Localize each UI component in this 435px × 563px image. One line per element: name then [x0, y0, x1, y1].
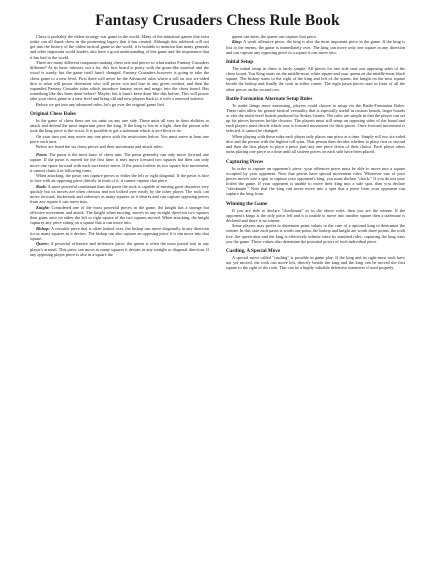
paragraph: In the game of chess there are six units on any one side. These units all vary in their abilities to attack and defend the most important piece the king. If the king is lost in a fight, then the person who took the king piece is the victor. It is possible to get a stalemate which is an effective tie.	[30, 117, 209, 134]
paragraph: Chess is probably the oldest strategy war game in the world. Many of the miniature games that exist today can all thank chess in the pioneering legacy that it has created. Although this rulebook will not get into the history of the oldest tactical game in the world, it is notable to mention that many generals and other important world leaders also have a good understanding of this game and the importance that it has had in the world.	[30, 34, 209, 60]
section-heading: Castling, A Special Move	[226, 247, 281, 254]
paragraph: A special move called "castling" is possible in game play. If the king and its right-most rook have not yet moved, the rook can move left, directly beside the king and the king can be moved the first square to the right of the rook. This can be a highly valuable defensive maneuver if used properly.	[226, 254, 405, 271]
paragraph: When playing with these rules each player only places one piece at a time. Simply roll two six-sided dice and the person with the highest roll wins. That person then decides whether to place first or second and then the first player to place a piece puts any one piece down of their choice. Each player takes turns placing one piece at a time until all sixteen pieces on each side have been placed.	[226, 133, 405, 155]
paragraph: If you are able to declare "checkmate" as in the above rules, then you are the winner. If the opponent's kings is the only piece left and it is unable to move into another square then a stalemate is declared and there is no winner.	[226, 207, 405, 223]
page-title: Fantasy Crusaders Chess Rule Book	[95, 12, 340, 29]
paragraph-text: A weak offensive piece, the king is also the most important piece in the game. If the king is lost to the enemy, the game is immediately over. The king can move only one square in any direction and can capture any opposing piece in a square it can move into.	[226, 39, 405, 55]
paragraph	[30, 226, 209, 241]
section-heading: Initial Setup	[226, 58, 254, 65]
paragraph-text: Considered one of the most powerful pieces in the game, the knight has a strange but effective movement and attack. The knight when moving, moves in any straight direction two squares then gains once on either the left or right square of the two squares moved. When attacking, the knight captures any piece sitting on a square that it can move into.	[30, 204, 209, 226]
paragraph: The initial setup in chess is fairly simple. All pieces for one side start one opposing sides of the chess board. You King starts on the middle-most white square and your queen on the middle-most black square. The bishop starts to the right of the king and left of the queen, the knight on the next square beside the bishop and finally the rook in either corner. The eight pawn pieces start in front of all the other pieces on the second row.	[226, 65, 405, 92]
section-heading: Winning the Game	[226, 200, 268, 207]
paragraph	[30, 205, 209, 226]
paragraph: To make things more interesting, players could choose to setup via the Battle-Formation Rules. These rules allow for greater tactical versatility that is especially useful in custom boards, larger boards or else the multi-level boards produced by Stokes Games. The rules are simple in that the player can set up his pieces however he/she chooses. The players must still setup on opposing sides of the board and each players must decide which way is forward movement for their pieces. Once forward movement is selected, it cannot be changed.	[226, 102, 405, 134]
paragraph	[226, 39, 405, 54]
paragraph-text: A powerful offensive and defensive piece, the queen is often the most prized tool in any player's arsenal. This piece can move as many squares it desires in any straight or diagonal direction. If any opposing player piece is also in a square the	[30, 241, 209, 257]
paragraph	[30, 241, 209, 256]
paragraph-text: A more powerful combatant than the pawn the rook is capable of moving great distances very quickly but its moves are often obvious and not locked over easily by the other player. The rook can move forward, backwards and sideways as many squares as it desires and can capture opposing pieces from any square it can move into.	[30, 183, 209, 205]
paragraph: When attacking, the pawn can capture pieces to either the left or right diagonal. If the pawn is face to face with an opposing piece directly in front of it, it cannot capture that piece.	[30, 173, 209, 184]
paragraph-text: The pawn is the most basic of chess unit. The pawn generally can only move forward one square. If the pawn is moved for the first time, it may move forward two squares but then can only move one space forward with each successive move. If the pawn forfeits its two square first movement, it cannot claim it in following turns.	[30, 152, 209, 173]
paragraph	[30, 152, 209, 173]
section-heading: Battle Formation Alternate Setup Rules	[226, 95, 313, 102]
section-heading: Original Chess Rules	[30, 110, 76, 117]
paragraph: In order to capture an opponent's piece, your offensive piece must be able to move into a square occupied by your opponent. Note that pawns have special movement rules. Whenever one of your pieces moves into a spot to capture your opponent's king, you must declare "check." If you do not your forfeit the game. If your opponent is unable to move their king into a safe spot, then you declare "checkmate." Note that the king can never move into a spot that a piece from your opponent can capture the king from.	[226, 165, 405, 197]
piece-name: Rook:	[36, 183, 47, 189]
piece-name: Queen:	[36, 241, 50, 247]
piece-name: Pawn:	[36, 152, 48, 158]
paragraph-text: A versatile piece that is often looked over, the bishop can move diagonally in any direction for as many squares as it desires. The bishop can also capture an opposing piece if it can move into that square.	[30, 225, 209, 241]
piece-name: King:	[232, 39, 243, 45]
right-column	[226, 34, 405, 270]
paragraph: Below are listed the six chess pieces and their movement and attack rules.	[36, 144, 164, 150]
piece-name: Bishop:	[36, 225, 50, 231]
paragraph: There are many different companies making chess sets and pieces so what makes Fantasy Crusaders different? At its basic rulesset, not a lot, this first board is pretty with the grass-like material and the wood is sturdy, but the game itself hasn't changed. Fantasy Crusaders however is going to take the chess game to a new level. First there will never be the Advanced rules where a roll on two six-sided dice is what will power determine who will prove win and lose in any given combat, and then the expanded Fantasy Crusader rules which introduce fantasy races and magic into the chess board. Has something like this been done before? Maybe, but it hasn't been done like this before. This will power take your chess game to a new level and bring old and new players back to it with a renewed interest.	[30, 60, 209, 102]
paragraph	[30, 184, 209, 205]
paragraph: queen can enter, the queen can capture that piece.	[232, 34, 318, 39]
paragraph: Some players may prefer to determine point values in the case of a optional king to determine the winner. In this case each pawn is worth one point, the bishop and knight are worth three points, the rook five, the queen nine and the king is effectively infinite since by standard rules, capturing the king wins you the game. These values also determine the potential power of each individual piece.	[226, 223, 405, 244]
left-column	[30, 34, 209, 257]
section-heading: Capturing Pieces	[226, 158, 264, 165]
piece-name: Knight:	[36, 204, 50, 210]
paragraph: On your turn you may move any one piece with the restrictions below. You must move at least one piece each turn.	[30, 133, 209, 144]
paragraph: Before we get into any advanced rules, let's go over the original game first.	[36, 101, 166, 107]
